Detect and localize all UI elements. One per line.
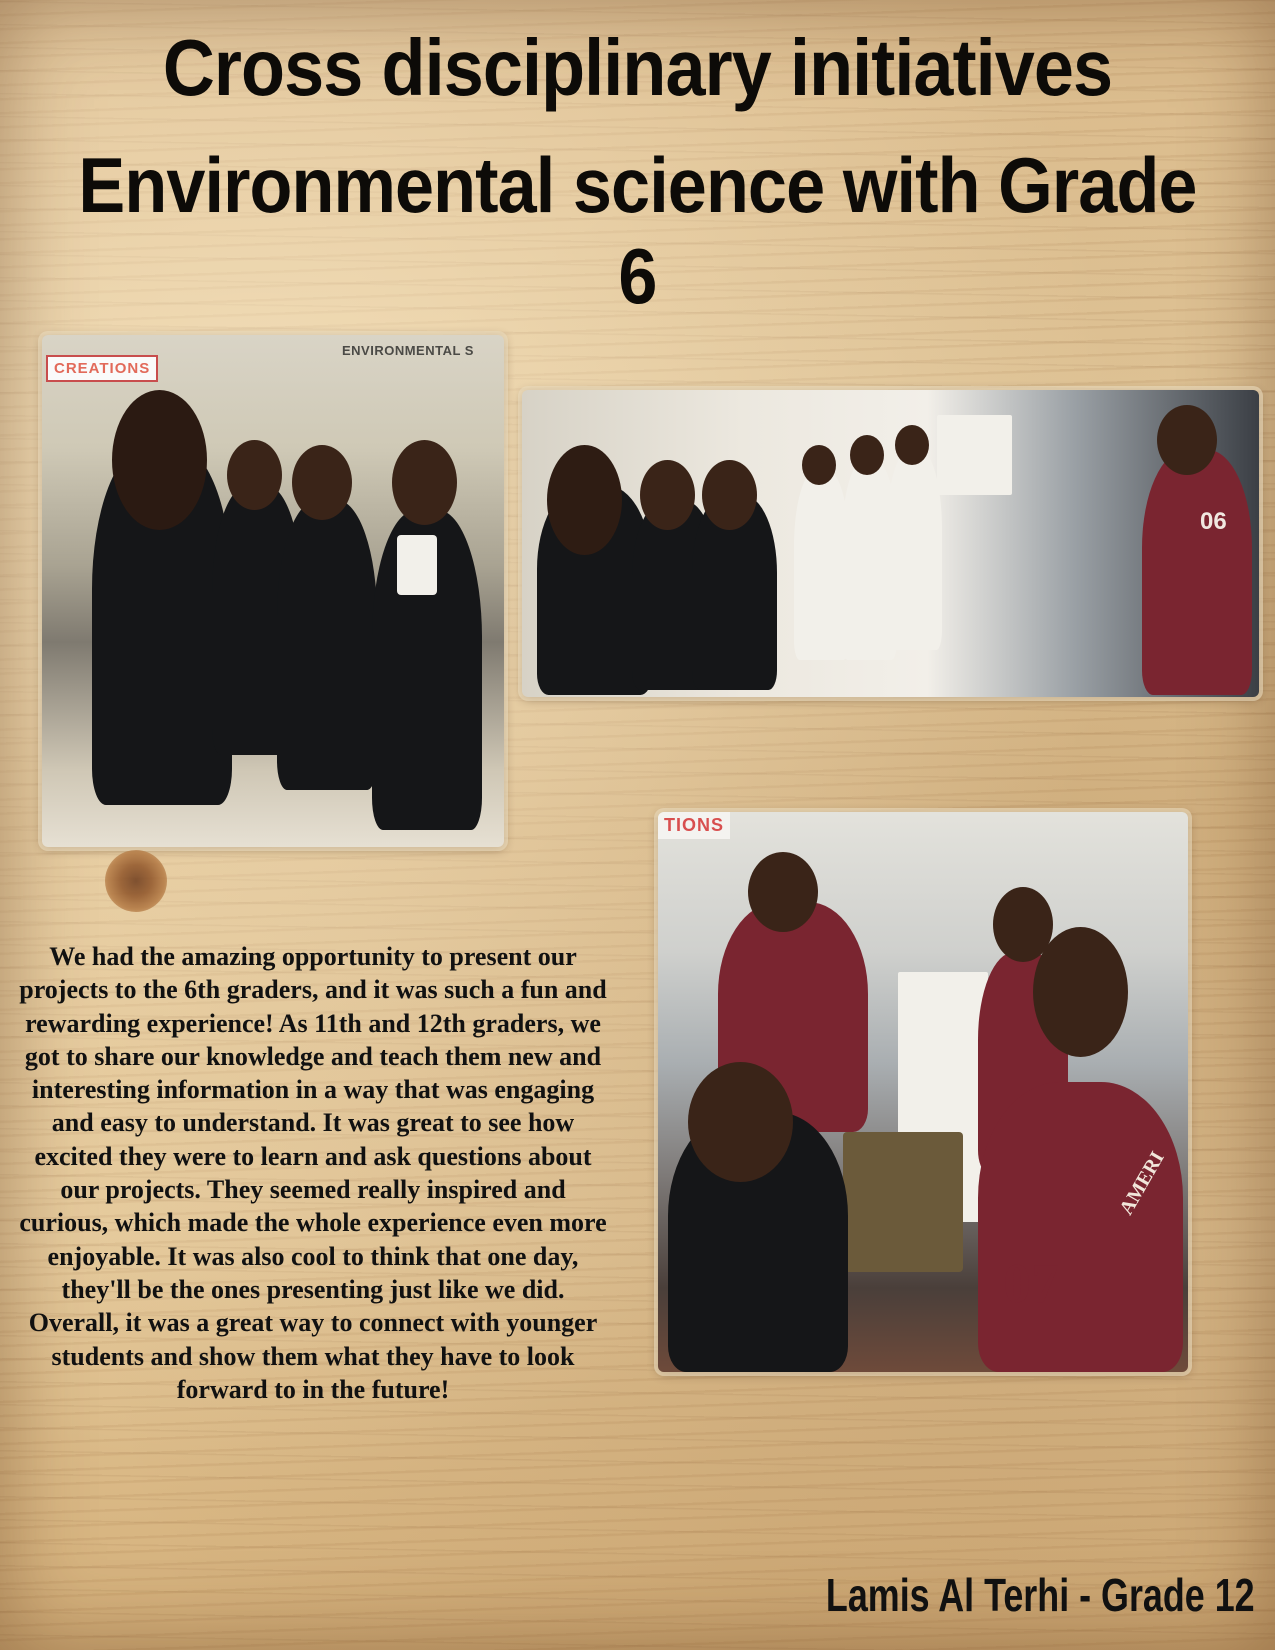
- terrarium-model: [843, 1132, 963, 1272]
- student-head: [227, 440, 282, 510]
- student-head: [802, 445, 836, 485]
- photo-students-classroom: [42, 335, 504, 847]
- student-hair: [112, 390, 207, 530]
- jacket-lettering: AMERI: [1115, 1147, 1169, 1219]
- tions-sign: TIONS: [658, 812, 730, 839]
- presenter-head: [1157, 405, 1217, 475]
- student-head: [895, 425, 929, 465]
- student-head: [392, 440, 457, 525]
- student-head: [748, 852, 818, 932]
- student-figure: [887, 450, 942, 650]
- student-figure: [794, 470, 849, 660]
- student-head: [702, 460, 757, 530]
- student-head: [292, 445, 352, 520]
- environmental-sign: ENVIRONMENTAL S: [342, 343, 474, 358]
- student-figure: [277, 500, 377, 790]
- photo-hallway-presentation: [522, 390, 1259, 697]
- page-subtitle: Environmental science with Grade 6: [78, 141, 1197, 320]
- wood-knot: [105, 850, 167, 912]
- student-jacket: [978, 1082, 1183, 1372]
- paper-sheet: [397, 535, 437, 595]
- student-head: [640, 460, 695, 530]
- creations-sign: CREATIONS: [46, 355, 158, 382]
- photo-project-display: [658, 812, 1188, 1372]
- article-body: We had the amazing opportunity to present our projects to the 6th graders, and it was such a fun and rewarding experience! As 11th and 12th graders, we got to share our knowledge and teach them new and interesting information in a way that was engaging and easy to understand. It was great to see how excited they were to learn and ask questions about our projects. They seemed really inspired and curious, which made the whole experience even more enjoyable. It was also cool to think that one day, they'll be the ones presenting just like we did. Overall, it was a great way to connect with younger students and show them what they have to look forward to in the future!: [19, 942, 607, 1404]
- jacket-number: 06: [1200, 508, 1227, 535]
- student-head: [850, 435, 884, 475]
- student-hair: [547, 445, 622, 555]
- jacket-number: 07: [1003, 1253, 1059, 1315]
- student-head: [688, 1062, 793, 1182]
- page-title: Cross disciplinary initiatives: [162, 23, 1113, 112]
- author-credit: Lamis Al Terhi - Grade 12: [826, 1569, 1255, 1621]
- presenter-jacket: [1142, 450, 1252, 695]
- display-board: [937, 415, 1012, 495]
- student-head: [1033, 927, 1128, 1057]
